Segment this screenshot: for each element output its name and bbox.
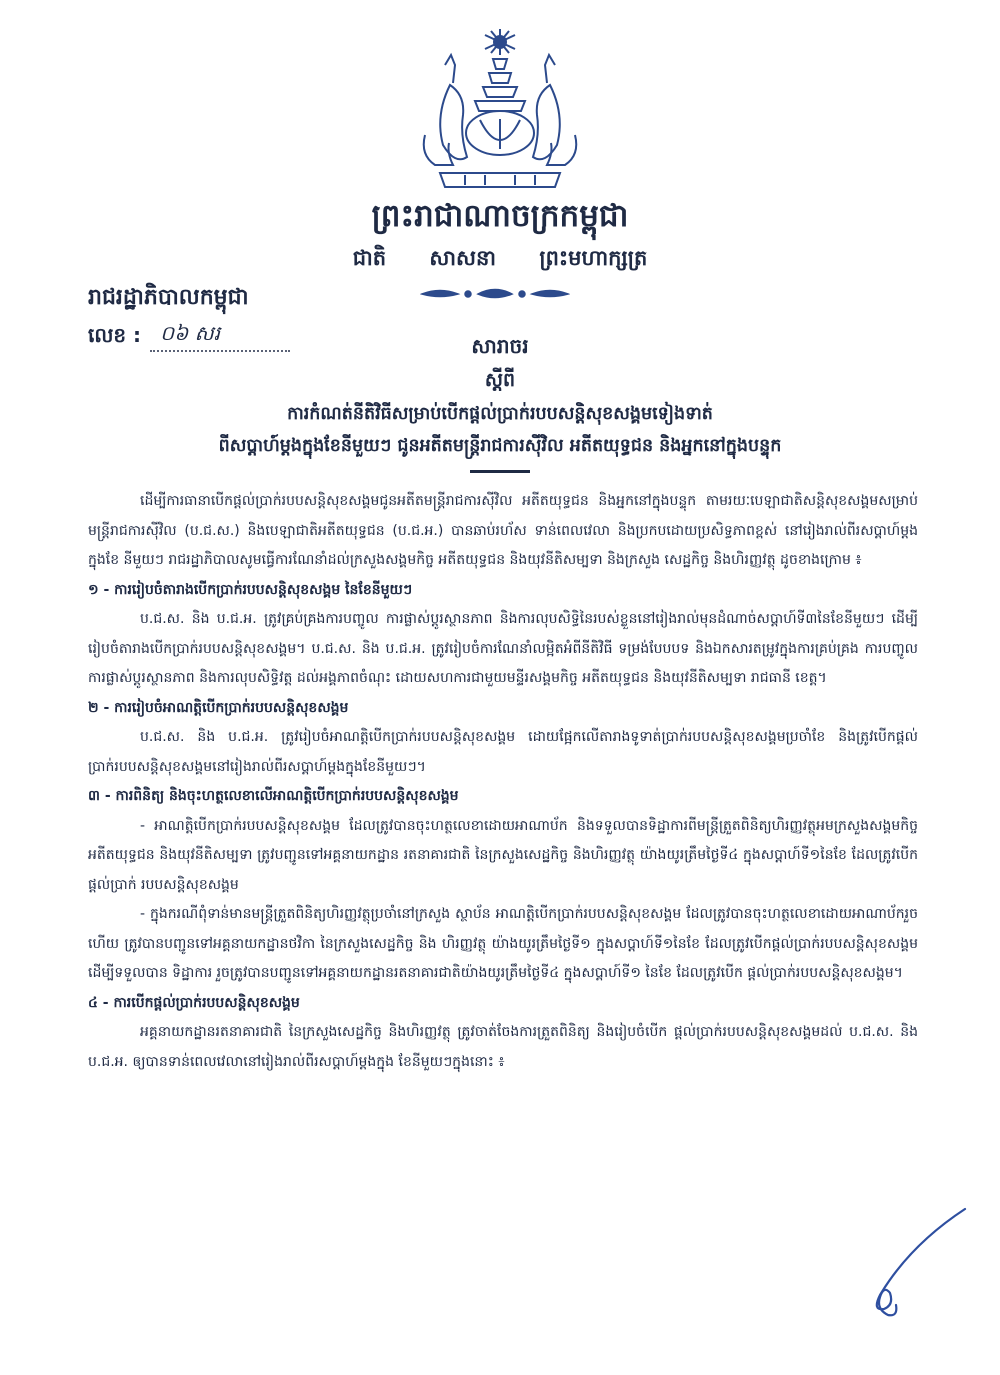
section-2-title: ២ - ការរៀបចំអាណត្តិបើកប្រាក់របបសន្តិសុខសង្គម xyxy=(88,699,349,716)
motto-religion: សាសនា xyxy=(429,246,496,270)
document-about-label: ស្ដីពី xyxy=(484,369,516,391)
issuing-government: រាជរដ្ឋាភិបាលកម្ពុជា xyxy=(88,285,249,310)
section-2-text: ប.ជ.ស. និង ប.ជ.អ. ត្រូវរៀបចំអាណត្តិបើកប្រាក់របបសន្តិសុខសង្គម ដោយផ្អែកលើតារាងទូទាត់ប្រាក់របបសន្តិសុខសង្គមប្រចាំខែ និងត្រូវបើកផ្ដល់ប្រាក់របបសន្តិសុខសង្គមនៅរៀងរាល់ពីរសប្ដាហ៍ម្ដងក្នុងខែនីមួយៗ។ xyxy=(88,729,918,775)
intro-paragraph: ដើម្បីការធានាបើកផ្ដល់ប្រាក់របបសន្តិសុខសង្គមជូនអតីតមន្ត្រីរាជការស៊ីវិល អតីតយុទ្ធជន និងអ្នកនៅក្នុងបន្ទុក តាមរយៈបេឡាជាតិសន្តិសុខសង្គមសម្រាប់មន្ត្រីរាជការស៊ីវិល (ប.ជ.ស.) និងបេឡាជាតិអតីតយុទ្ធជន (ប.ជ.អ.) បានឆាប់រហ័ស ទាន់ពេលវេលា និងប្រកបដោយប្រសិទ្ធភាពខ្ពស់ នៅរៀងរាល់ពីរសប្ដាហ៍ម្ដងក្នុងខែ នីមួយៗ រាជរដ្ឋាភិបាលសូមធ្វើការណែនាំដល់ក្រសួងសង្គមកិច្ច អតីតយុទ្ធជន និងយុវនីតិសម្បទា និងក្រសួង សេដ្ឋកិច្ច និងហិរញ្ញវត្ថុ ដូចខាងក្រោម ៖ xyxy=(88,493,918,568)
section-3-title: ៣ - ការពិនិត្យ និងចុះហត្ថលេខាលើអាណត្តិបើកប្រាក់របបសន្តិសុខសង្គម xyxy=(88,788,459,804)
section-1-text: ប.ជ.ស. និង ប.ជ.អ. ត្រូវគ្រប់គ្រងការបញ្ចូល ការផ្លាស់ប្ដូរស្ថានភាព និងការលុបសិទ្ធិនៃរបស់ខ្លួននៅរៀងរាល់មុនដំណាច់សប្ដាហ៍ទី៣នៃខែនីមួយៗ ដើម្បីរៀបចំតារាងបើកប្រាក់របបសន្តិសុខសង្គម។ ប.ជ.ស. និង ប.ជ.អ. ត្រូវរៀបចំការណែនាំលម្អិតអំពីនីតិវិធី ទម្រង់បែបបទ និងឯកសារតម្រូវក្នុងការគ្រប់គ្រង ការបញ្ចូល ការផ្លាស់ប្ដូរស្ថានភាព និងការលុបសិទ្ធិវត្ត ដល់អង្គភាពចំណុះ ដោយសហការជាមួយមន្ទីរសង្គមកិច្ច អតីតយុទ្ធជន និងយុវនីតិសម្បទា រាជធានី ខេត្ត។ xyxy=(88,611,918,686)
subject-line-2: ពីសប្ដាហ៍ម្តងក្នុងខែនីមួយៗ ជូនអតីតមន្ត្រីរាជការស៊ីវិល អតីតយុទ្ធជន និងអ្នកនៅក្នុងបន្ទុក xyxy=(218,436,782,456)
motto-nation: ជាតិ xyxy=(352,246,387,270)
kingdom-title: ព្រះរាជាណាចក្រកម្ពុជា xyxy=(371,198,629,234)
motto-king: ព្រះមហាក្សត្រ xyxy=(539,246,648,270)
section-4-title: ៤ - ការបើកផ្ដល់ប្រាក់របបសន្តិសុខសង្គម xyxy=(88,994,300,1011)
subject-line-1: ការកំណត់នីតិវិធីសម្រាប់បើកផ្ដល់ប្រាក់របបសន្តិសុខសង្គមទៀងទាត់ xyxy=(287,404,713,424)
section-3-bullet-2: - ក្នុងករណីពុំទាន់មានមន្ត្រីត្រួតពិនិត្យហិរញ្ញវត្ថុប្រចាំនៅក្រសួង ស្ថាប័ន អាណត្តិបើកប្រាក់របបសន្តិសុខសង្គម ដែលត្រូវបានចុះហត្ថលេខាដោយអាណាប័ករួចហើយ ត្រូវបានបញ្ជូនទៅអគ្គនាយកដ្ឋានថវិកា នៃក្រសួងសេដ្ឋកិច្ច និង ហិរញ្ញវត្ថុ យ៉ាងយូរត្រឹមថ្ងៃទី១ ក្នុងសប្ដាហ៍ទី១នៃខែ ដែលត្រូវបើកផ្ដល់ប្រាក់របបសន្តិសុខសង្គម ដើម្បីទទួលបាន ទិដ្ឋាការ រួចត្រូវបានបញ្ជូនទៅអគ្គនាយកដ្ឋានរតនាគារជាតិយ៉ាងយូរត្រឹមថ្ងៃទី៤ ក្នុងសប្ដាហ៍ទី១ នៃខែ ដែលត្រូវបើក ផ្ដល់ប្រាក់របបសន្តិសុខសង្គម។ xyxy=(88,906,918,981)
document-type: សារាចរ xyxy=(471,334,529,358)
national-motto xyxy=(250,245,750,276)
section-1-title: ១ - ការរៀបចំតារាងបើកប្រាក់របបសន្តិសុខសង្គម នៃខែនីមួយៗ xyxy=(88,581,413,598)
section-3-bullet-1: - អាណត្តិបើកប្រាក់របបសន្តិសុខសង្គម ដែលត្រូវបានចុះហត្ថលេខាដោយអាណាប័ក និងទទួលបានទិដ្ឋាការពីមន្ត្រីត្រួតពិនិត្យហិរញ្ញវត្ថុអមក្រសួងសង្គមកិច្ច អតីតយុទ្ធជន និងយុវនីតិសម្បទា ត្រូវបញ្ជូនទៅអគ្គនាយកដ្ឋាន រតនាគារជាតិ នៃក្រសួងសេដ្ឋកិច្ច និងហិរញ្ញវត្ថុ យ៉ាងយូរត្រឹមថ្ងៃទី៤ ក្នុងសប្ដាហ៍ទី១នៃខែ ដែលត្រូវបើកផ្ដល់ប្រាក់ របបសន្តិសុខសង្គម xyxy=(88,817,918,893)
subject-underline-divider xyxy=(470,470,530,473)
reference-label: លេខ : xyxy=(88,323,142,347)
circular-body xyxy=(88,487,918,1077)
ornament-divider-icon xyxy=(420,285,570,301)
document-subject xyxy=(95,398,905,462)
reference-number: ០៦ សរ xyxy=(150,320,290,352)
section-4-text: អគ្គនាយកដ្ឋានរតនាគារជាតិ នៃក្រសួងសេដ្ឋកិច្ច និងហិរញ្ញវត្ថុ ត្រូវចាត់ចែងការត្រួតពិនិត្យ និងរៀបចំបើក ផ្ដល់ប្រាក់របបសន្តិសុខសង្គមដល់ ប.ជ.ស. និង ប.ជ.អ. ឲ្យបានទាន់ពេលវេលានៅរៀងរាល់ពីរសប្ដាហ៍ម្ដងក្នុង ខែនីមួយៗក្នុងនោះ ៖ xyxy=(88,1024,918,1070)
initial-signature-mark xyxy=(850,1205,970,1325)
royal-coat-of-arms-emblem xyxy=(405,25,595,195)
